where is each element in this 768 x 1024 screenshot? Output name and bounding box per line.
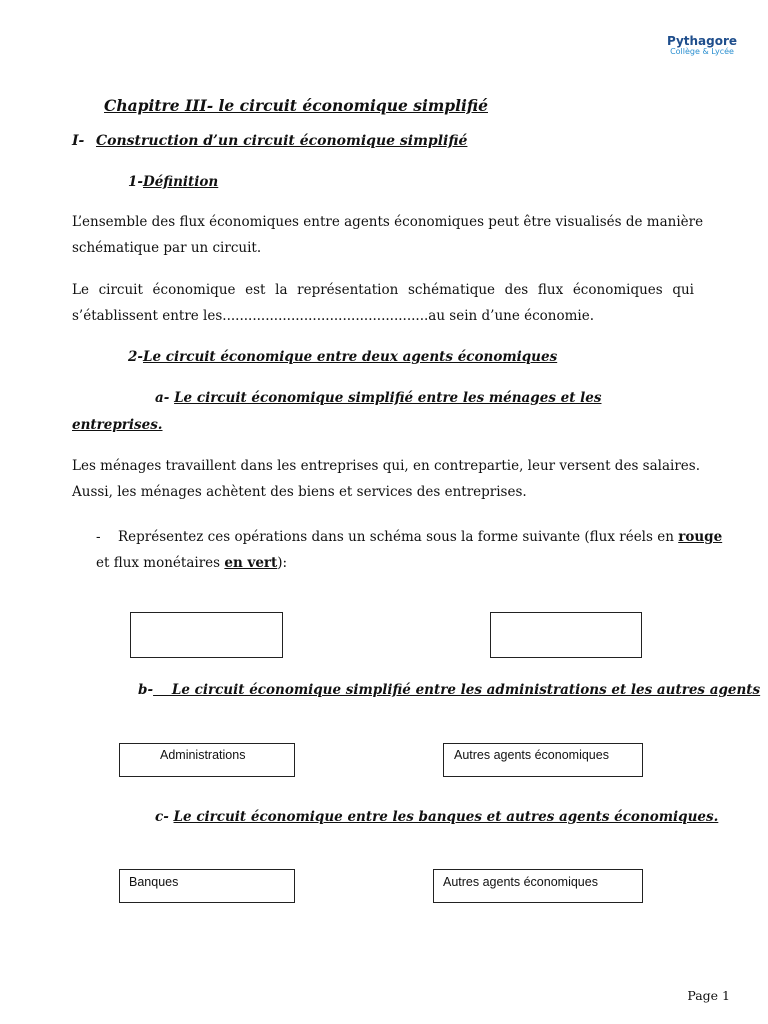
logo-name: Pythagore	[666, 34, 738, 48]
box-autres-agents-c	[433, 869, 643, 903]
subheading-text: Le circuit économique simplifié entre les administrations et les autres agents	[153, 682, 761, 698]
subheading-definition	[128, 174, 218, 190]
paragraph-line: s’établissent entre les................................................au sein d’une économie.	[72, 308, 595, 324]
subheading-number: 2-	[128, 349, 143, 365]
paragraph-line: schématique par un circuit.	[72, 240, 262, 256]
paragraph-definition	[72, 209, 703, 261]
instruction-text: et flux monétaires	[96, 555, 225, 571]
chapter-title: Chapitre III- le circuit économique simplifié	[104, 96, 488, 115]
subheading-text: Le circuit économique simplifié entre les ménages et les	[174, 390, 602, 406]
section-title: Construction d’un circuit économique simplifié	[96, 133, 468, 149]
subheading-a-continued	[72, 417, 163, 433]
paragraph-line: Aussi, les ménages achètent des biens et services des entreprises.	[72, 484, 527, 500]
instruction-text: Représentez ces opérations dans un schéma sous la forme suivante (flux réels en	[118, 529, 679, 545]
bullet-dash: -	[96, 529, 101, 545]
color-keyword-red: rouge	[678, 529, 723, 545]
box-label: Autres agents économiques	[454, 748, 609, 762]
instruction-bullet	[96, 524, 722, 576]
box-label: Administrations	[160, 748, 246, 762]
box-banques	[119, 869, 295, 903]
page-number: Page 1	[687, 988, 730, 1003]
paragraph-circuit	[72, 277, 694, 329]
instruction-text: ):	[277, 555, 288, 571]
subheading-letter: b-	[138, 682, 154, 698]
school-logo	[662, 36, 742, 56]
subheading-letter: a-	[155, 390, 175, 406]
subheading-a	[155, 390, 601, 406]
box-label: Banques	[129, 875, 179, 889]
box-autres-agents	[443, 743, 643, 777]
subheading-text: Le circuit économique entre deux agents économiques	[143, 349, 558, 365]
color-keyword-green: en vert	[224, 555, 278, 571]
subheading-text: entreprises.	[72, 417, 163, 433]
subheading-c	[155, 809, 718, 825]
subheading-text: Définition	[143, 174, 219, 190]
paragraph-menages	[72, 453, 700, 505]
paragraph-line: Le circuit économique est la représentation schématique des flux économiques qui	[72, 282, 694, 298]
subheading-number: 1-	[128, 174, 143, 190]
schema-box-left	[130, 612, 283, 658]
logo-subtitle: Collège & Lycée	[670, 47, 734, 56]
subheading-text: Le circuit économique entre les banques et autres agents économiques.	[173, 809, 719, 825]
section-number: I-	[72, 133, 85, 149]
subheading-letter: c-	[155, 809, 174, 825]
box-administrations	[119, 743, 295, 777]
box-label: Autres agents économiques	[443, 875, 598, 889]
paragraph-line: L’ensemble des flux économiques entre agents économiques peut être visualisés de manière	[72, 214, 704, 230]
paragraph-line: Les ménages travaillent dans les entreprises qui, en contrepartie, leur versent des salaires.	[72, 458, 700, 474]
subheading-b	[138, 682, 760, 698]
subheading-two-agents	[128, 349, 557, 365]
section-heading	[72, 133, 467, 149]
schema-box-right	[490, 612, 642, 658]
